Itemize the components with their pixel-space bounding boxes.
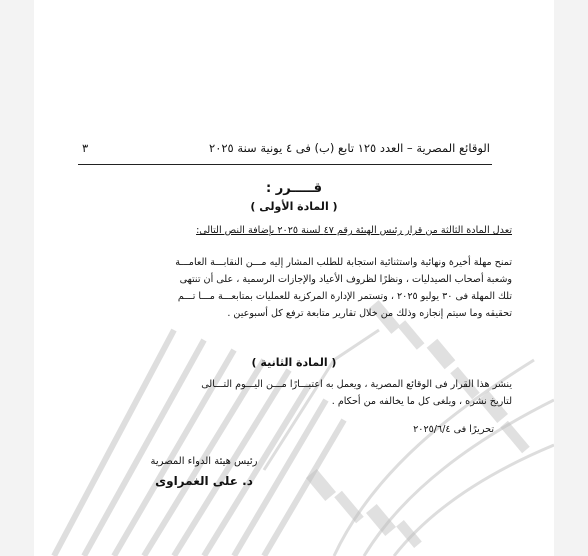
decision-heading: قـــــرر : (265, 181, 323, 196)
article1-line: تلك المهلة فى ٣٠ يوليو ٢٠٢٥ ، وتستمر الإدارة المركزية للعمليات بمتابعـــة مـــا تـــم (177, 291, 512, 302)
page-number: ٣ (82, 141, 89, 155)
article1-line: تمنح مهلة أخيرة ونهائية واستثنائية استجابة للطلب المشار إليه مـــن النقابـــة العامـــة (175, 257, 512, 268)
article1-line: وشعبة أصحاب الصيدليات ، ونظرًا لظروف الأعياد والإجازات الرسمية ، على أن تنتهى (179, 274, 512, 285)
article2-heading: ( المادة الثانية ) (251, 356, 337, 369)
article2-body (64, 376, 512, 410)
page-header (80, 141, 490, 159)
article2-line: ينشر هذا القرار فى الوقائع المصرية ، ويعمل به اعتبـــارًا مـــن اليـــوم التـــالى (201, 379, 512, 390)
header-title: الوقائع المصرية – العدد ١٢٥ تابع (ب) فى ٤ يونية سنة ٢٠٢٥ (209, 141, 490, 155)
signatory-title: رئيس هيئة الدواء المصرية (150, 456, 258, 467)
signatory-name: د. على الغمراوى (155, 474, 253, 488)
intro-line: تعدل المادة الثالثة من قرار رئيس الهيئة رقم ٤٧ لسنة ٢٠٢٥ بإضافة النص التالى: (196, 225, 512, 236)
article1-line: تحقيقه وما سيتم إنجازه وذلك من خلال تقارير متابعة ترفع كل أسبوعين . (227, 308, 512, 319)
article1-body (64, 254, 512, 322)
article1-heading: ( المادة الأولى ) (250, 200, 338, 213)
header-divider (78, 164, 492, 165)
document-page (34, 0, 554, 556)
amendment-intro (64, 222, 512, 239)
issue-date: تحريرًا فى ٢٠٢٥/٦/٤ (413, 424, 494, 435)
article2-line: لتاريخ نشره ، ويلغى كل ما يخالفه من أحكام . (331, 396, 512, 407)
